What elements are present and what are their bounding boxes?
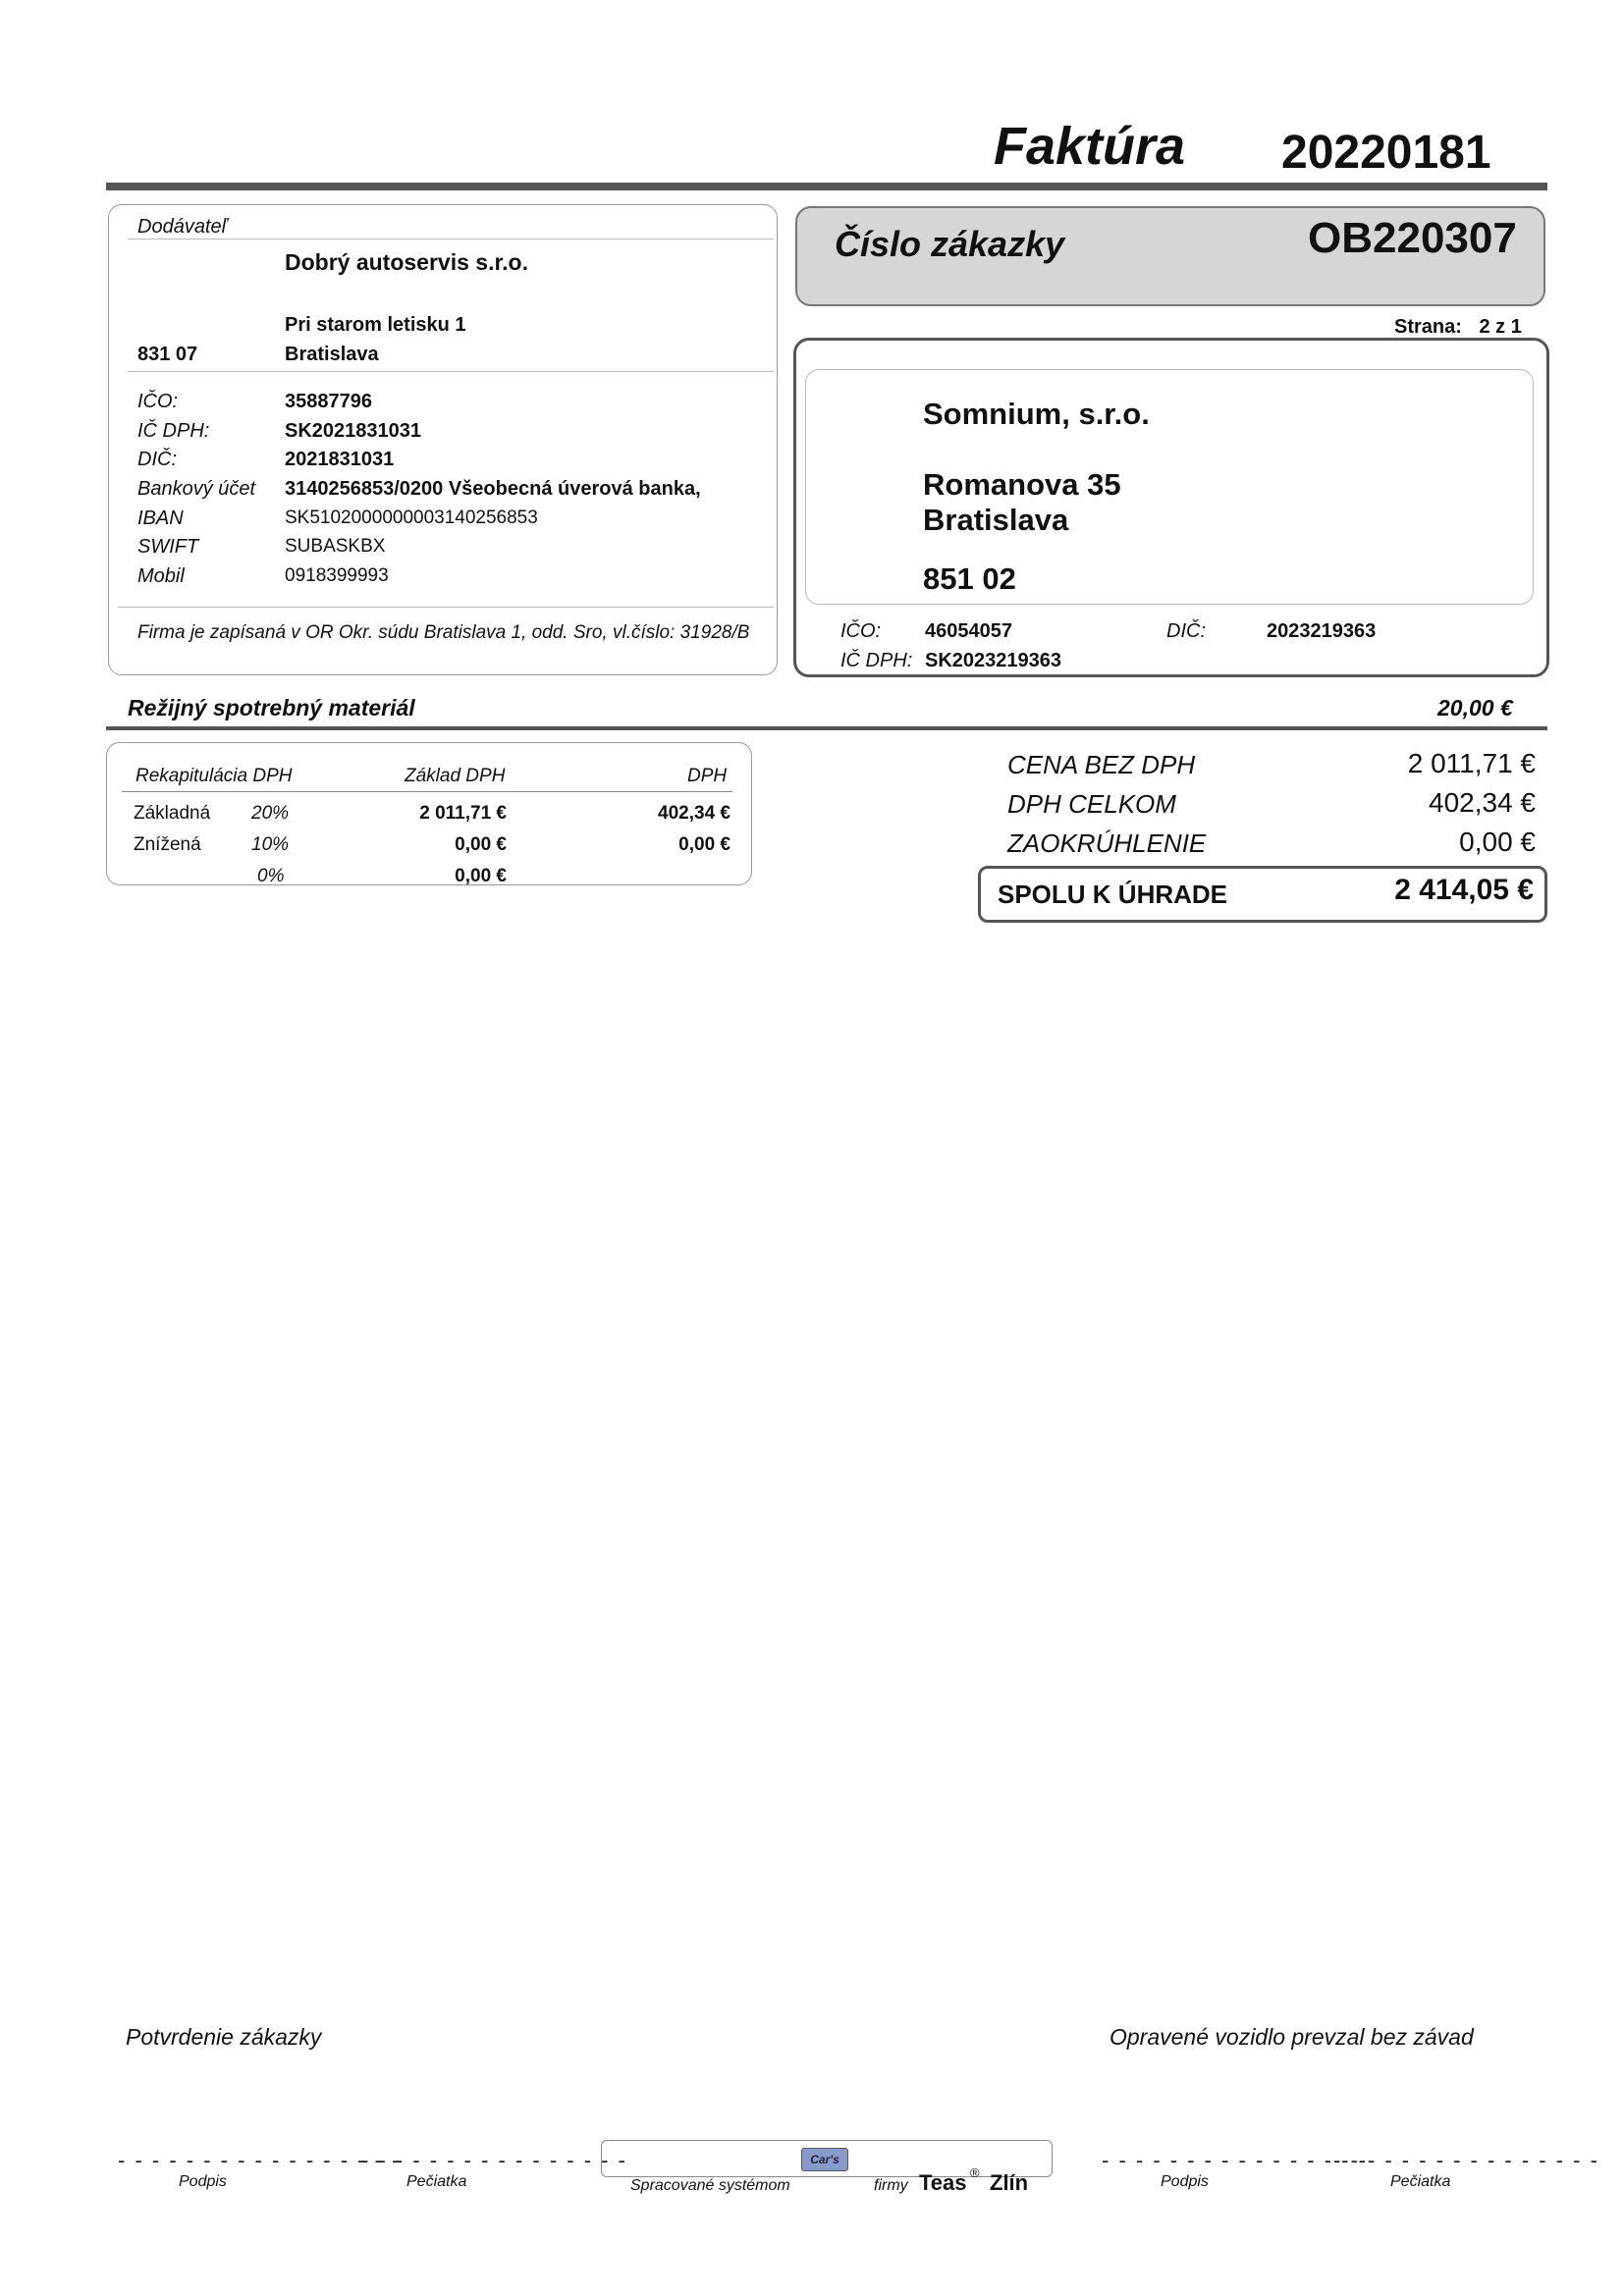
- supplier-bank-value: 3140256853/0200 Všeobecná úverová banka,: [285, 478, 701, 500]
- document-title: Faktúra: [994, 117, 1186, 176]
- customer-city: Bratislava: [923, 503, 1069, 537]
- supplier-icdph-label: IČ DPH:: [137, 420, 210, 442]
- material-divider: [106, 726, 1547, 730]
- customer-zip: 851 02: [923, 561, 1016, 596]
- customer-icdph-value: SK2023219363: [925, 650, 1062, 671]
- stamp-line: - - - - - - - - - - - - - - - -: [1333, 2148, 1599, 2172]
- vat-row-name: Základná: [134, 803, 211, 824]
- supplier-iban-value: SK5102000000003140256853: [285, 507, 538, 528]
- customer-name: Somnium, s.r.o.: [923, 397, 1150, 431]
- page-value: 2 z 1: [1479, 316, 1522, 338]
- supplier-divider: [128, 371, 774, 372]
- vat-row-vat: 0,00 €: [678, 834, 731, 855]
- total-net-value: 2 011,71 €: [1407, 748, 1536, 778]
- customer-icdph-label: IČ DPH:: [840, 650, 913, 671]
- signature-line: - - - - - - - - - - - - - - - - -: [118, 2148, 402, 2172]
- supplier-section-label: Dodávateľ: [137, 216, 228, 238]
- cars-logo-icon: Car's: [801, 2148, 848, 2171]
- signature-line: - - - - - - - - - - - - - - - -: [1102, 2148, 1368, 2172]
- firm-city: Zlín: [990, 2170, 1029, 2195]
- supplier-icdph-value: SK2021831031: [285, 420, 422, 442]
- order-label: Číslo zákazky: [835, 224, 1065, 264]
- stamp-label: Pečiatka: [406, 2173, 467, 2190]
- supplier-swift-value: SUBASKBX: [285, 536, 386, 557]
- supplier-bank-label: Bankový účet: [137, 478, 256, 500]
- rounding-value: 0,00 €: [1459, 827, 1536, 857]
- vat-header-recap: Rekapitulácia DPH: [135, 766, 293, 786]
- supplier-ico-value: 35887796: [285, 391, 372, 412]
- signature-label: Podpis: [179, 2173, 227, 2190]
- grand-total-value: 2 414,05 €: [1394, 874, 1534, 906]
- header-divider: [106, 183, 1547, 190]
- supplier-name: Dobrý autoservis s.r.o.: [285, 249, 528, 275]
- vat-row-base: 0,00 €: [455, 834, 507, 855]
- total-net-label: CENA BEZ DPH: [1007, 750, 1196, 779]
- stamp-line: - - - - - - - - - - - - - - - -: [361, 2148, 627, 2172]
- vat-header-divider: [122, 791, 732, 792]
- supplier-zip: 831 07: [137, 344, 198, 365]
- invoice-number: 20220181: [1281, 127, 1491, 179]
- supplier-mobile-label: Mobil: [137, 565, 185, 587]
- vat-header-vat: DPH: [687, 766, 728, 786]
- page-label: Strana:: [1394, 316, 1462, 338]
- stamp-label: Pečiatka: [1390, 2173, 1451, 2190]
- customer-ico-value: 46054057: [925, 620, 1012, 642]
- vat-row-base: 2 011,71 €: [419, 803, 507, 824]
- vehicle-received-title: Opravené vozidlo prevzal bez závad: [1110, 2024, 1474, 2050]
- total-vat-value: 402,34 €: [1429, 787, 1536, 818]
- vat-row-vat: 402,34 €: [658, 803, 731, 824]
- vat-row-base: 0,00 €: [455, 866, 507, 886]
- vat-row-rate: 0%: [257, 866, 285, 886]
- order-number: OB220307: [1308, 214, 1517, 262]
- material-label: Režijný spotrebný materiál: [128, 695, 415, 721]
- rounding-label: ZAOKRÚHLENIE: [1007, 828, 1207, 858]
- firm-name: Teas: [919, 2170, 967, 2195]
- material-value: 20,00 €: [1437, 695, 1513, 721]
- supplier-dic-label: DIČ:: [137, 449, 177, 470]
- vat-row-rate: 10%: [251, 834, 290, 855]
- customer-ico-label: IČO:: [840, 620, 882, 642]
- vat-header-base: Základ DPH: [405, 766, 506, 786]
- total-vat-label: DPH CELKOM: [1007, 789, 1176, 819]
- vat-row-name: Znížená: [134, 834, 201, 855]
- supplier-iban-label: IBAN: [137, 507, 184, 529]
- vat-row-rate: 20%: [251, 803, 290, 824]
- supplier-street: Pri starom letisku 1: [285, 314, 466, 336]
- supplier-dic-value: 2021831031: [285, 449, 395, 470]
- supplier-divider: [118, 607, 774, 608]
- firm-prefix: firmy: [874, 2177, 908, 2194]
- supplier-mobile-value: 0918399993: [285, 565, 389, 586]
- customer-dic-value: 2023219363: [1267, 620, 1377, 642]
- registry-note: Firma je zapísaná v OR Okr. súdu Bratislava 1, odd. Sro, vl.číslo: 31928/B: [137, 622, 750, 643]
- supplier-divider: [128, 239, 774, 240]
- order-confirmation-title: Potvrdenie zákazky: [126, 2024, 322, 2050]
- grand-total-label: SPOLU K ÚHRADE: [998, 880, 1228, 909]
- customer-street: Romanova 35: [923, 467, 1121, 502]
- registered-mark: ®: [970, 2165, 980, 2180]
- signature-label: Podpis: [1161, 2173, 1209, 2190]
- supplier-swift-label: SWIFT: [137, 536, 199, 558]
- page-indicator: [1394, 316, 1522, 339]
- supplier-city: Bratislava: [285, 344, 379, 365]
- customer-dic-label: DIČ:: [1166, 620, 1206, 642]
- system-credit-text: Spracované systémom: [630, 2177, 790, 2194]
- supplier-ico-label: IČO:: [137, 391, 179, 412]
- customer-address-box: [805, 369, 1534, 605]
